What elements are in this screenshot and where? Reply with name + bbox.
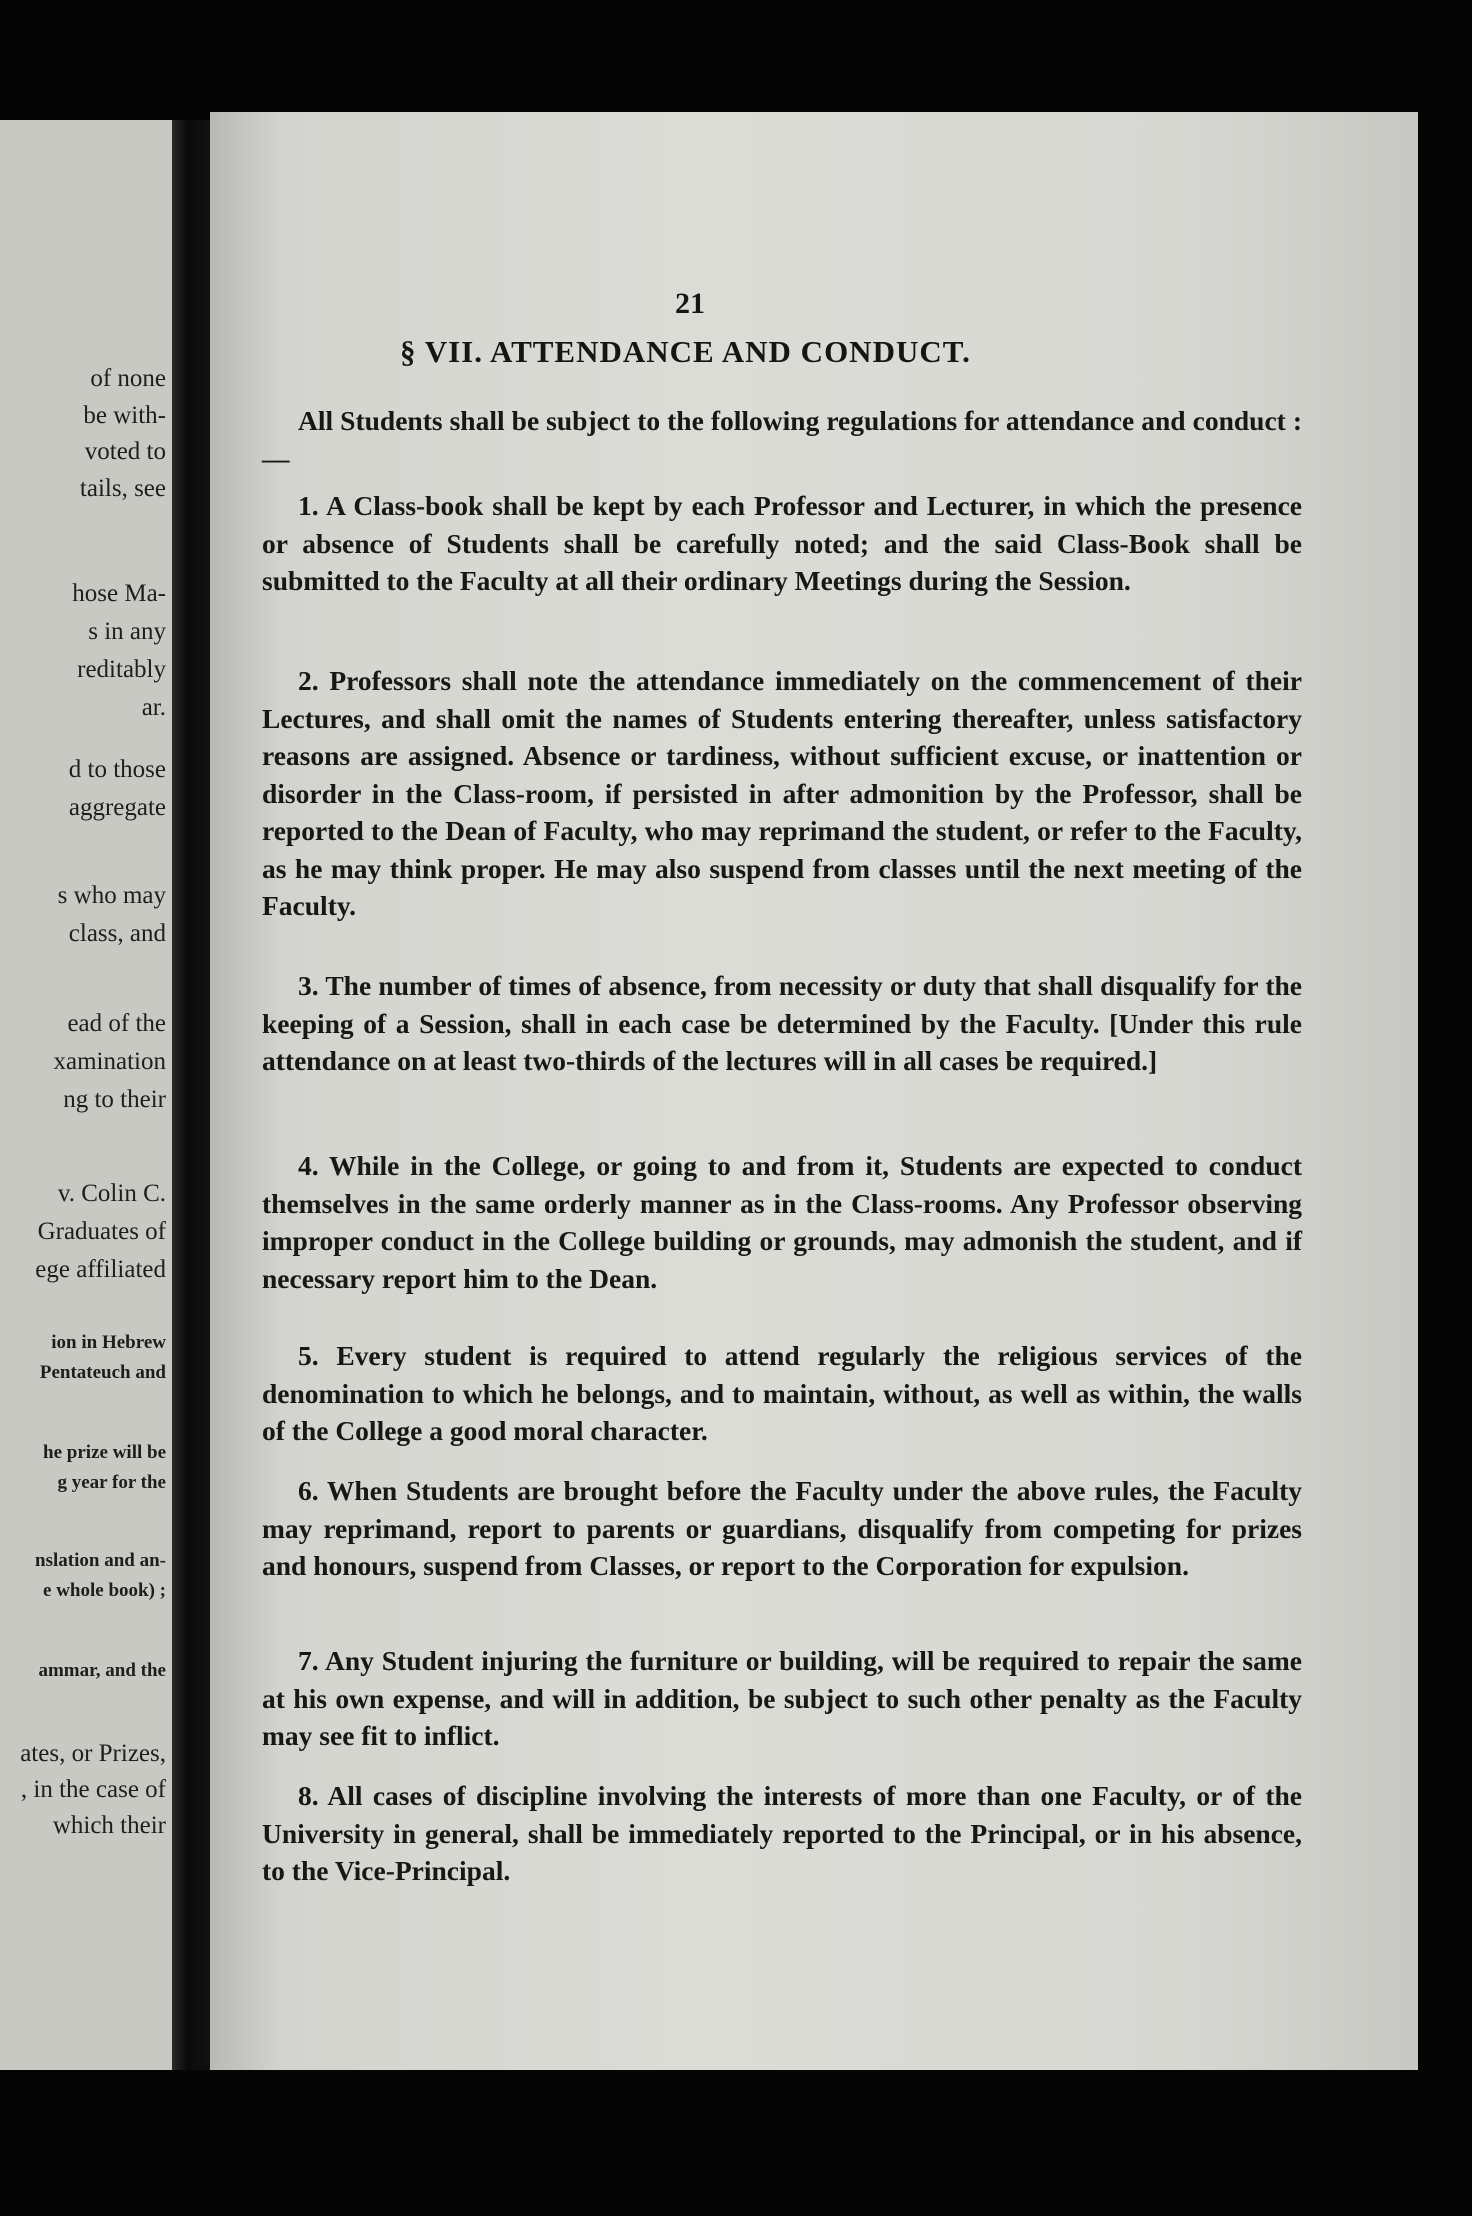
left-page-line: , in the case of bbox=[20, 1776, 166, 1803]
left-page-line: he prize will be bbox=[43, 1442, 166, 1463]
scan-border-top bbox=[0, 0, 1472, 120]
left-page-line: Graduates of bbox=[37, 1218, 166, 1245]
left-page-line: be with- bbox=[83, 402, 166, 429]
left-page-line: d to those bbox=[68, 756, 166, 783]
scan-border-bottom bbox=[0, 2070, 1472, 2216]
left-page-line: voted to bbox=[84, 438, 166, 465]
left-page-line: class, and bbox=[68, 920, 166, 947]
left-page-line: e whole book) ; bbox=[43, 1580, 166, 1601]
book-gutter bbox=[172, 120, 210, 2070]
rule-6-paragraph: 6. When Students are brought before the Faculty under the above rules, the Faculty may reprimand, report to parents or guardians, disqualify from competing for prizes and honours, suspend from Classes, or report to the Corporation for expulsion. bbox=[262, 1475, 1302, 1581]
left-page-line: nslation and an- bbox=[35, 1550, 166, 1571]
left-facing-page bbox=[0, 120, 172, 2070]
left-page-line: ammar, and the bbox=[38, 1660, 166, 1681]
left-page-line: s in any bbox=[88, 618, 166, 645]
left-page-line: ar. bbox=[141, 694, 166, 721]
left-page-line: ead of the bbox=[67, 1010, 166, 1037]
left-page-line: tails, see bbox=[79, 475, 166, 502]
left-page-line: reditably bbox=[77, 656, 166, 683]
intro-paragraph: All Students shall be subject to the following regulations for attendance and conduct :— bbox=[262, 405, 1302, 474]
rule-1-paragraph: 1. A Class-book shall be kept by each Professor and Lecturer, in which the presence or absence of Students shall be carefully noted; and the said Class-Book shall be submitted to the Faculty at all their ordinary Meetings during the Session. bbox=[262, 490, 1302, 596]
left-page-line: of none bbox=[90, 365, 166, 392]
rule-3-paragraph: 3. The number of times of absence, from necessity or duty that shall disqualify for the keeping of a Session, shall in each case be determined by the Faculty. [Under this rule attendance on at least two-thirds of the lectures will in all cases be required.] bbox=[262, 970, 1302, 1076]
left-page-line: v. Colin C. bbox=[57, 1180, 166, 1207]
rule-2-paragraph: 2. Professors shall note the attendance immediately on the commencement of their Lectures, and shall omit the names of Students entering thereafter, unless satisfactory reasons are assigned. Absence or tardiness, without sufficient excuse, or inattention or disorder in the Class-room, if persisted in after admonition by the Professor, shall be reported to the Dean of Faculty, who may reprimand the student, or refer to the Faculty, as he may think proper. He may also suspend from classes until the next meeting of the Faculty. bbox=[262, 665, 1302, 921]
page-21 bbox=[210, 112, 1418, 2070]
left-page-line: ege affiliated bbox=[35, 1256, 166, 1283]
page-number: 21 bbox=[675, 287, 705, 320]
left-page-line: hose Ma- bbox=[72, 580, 166, 607]
left-page-line: ng to their bbox=[63, 1086, 166, 1113]
section-title: § VII. ATTENDANCE AND CONDUCT. bbox=[400, 334, 971, 369]
left-page-line: ion in Hebrew bbox=[51, 1332, 166, 1353]
left-page-line: xamination bbox=[53, 1048, 166, 1075]
left-page-line: which their bbox=[52, 1812, 166, 1839]
left-page-line: aggregate bbox=[68, 794, 166, 821]
left-page-line: s who may bbox=[57, 882, 166, 909]
rule-5-paragraph: 5. Every student is required to attend regularly the religious services of the denomination to which he belongs, and to maintain, without, as well as within, the walls of the College a good moral character. bbox=[262, 1340, 1302, 1446]
left-page-line: ates, or Prizes, bbox=[20, 1740, 166, 1767]
rule-8-paragraph: 8. All cases of discipline involving the interests of more than one Faculty, or of the University in general, shall be immediately reported to the Principal, or in his absence, to the Vice-Principal. bbox=[262, 1780, 1302, 1886]
left-page-line: g year for the bbox=[57, 1472, 166, 1493]
rule-4-paragraph: 4. While in the College, or going to and from it, Students are expected to conduct themselves in the same orderly manner as in the Class-rooms. Any Professor observing improper conduct in the College building or grounds, may admonish the student, and if necessary report him to the Dean. bbox=[262, 1150, 1302, 1294]
rule-7-paragraph: 7. Any Student injuring the furniture or building, will be required to repair the same at his own expense, and will in addition, be subject to such other penalty as the Faculty may see fit to inflict. bbox=[262, 1645, 1302, 1751]
left-page-line: Pentateuch and bbox=[39, 1362, 166, 1383]
scan-border-right bbox=[1418, 0, 1472, 2216]
